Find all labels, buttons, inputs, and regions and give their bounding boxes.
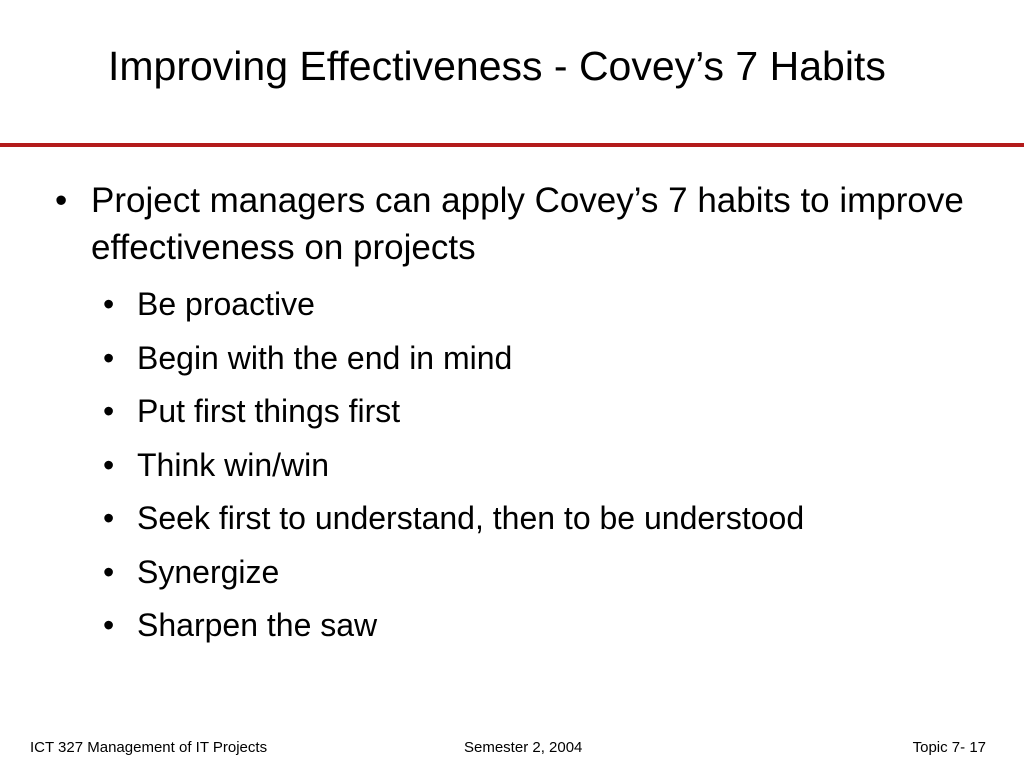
bullet-icon: • [103,339,115,376]
footer-course: ICT 327 Management of IT Projects [30,739,268,756]
footer-page-number: Topic 7- 17 [912,739,986,756]
habit-text: Think win/win [137,446,330,483]
habit-item [103,387,1003,441]
bullet-icon: • [103,393,115,429]
slide-title: Improving Effectiveness - Covey’s 7 Habits [108,43,886,89]
habit-item [103,441,1003,495]
habit-item [103,601,1003,655]
habit-text: Seek first to understand, then to be understood [137,500,805,536]
bullet-icon: • [55,181,68,220]
title-divider [0,143,1024,147]
footer-semester: Semester 2, 2004 [464,739,583,756]
main-bullet-text: Project managers can apply Covey’s 7 habits to improve effectiveness on projects [91,181,964,267]
bullet-icon: • [103,286,115,322]
bullet-icon: • [103,446,115,483]
habit-text: Synergize [137,553,280,590]
habits-list [103,280,1003,655]
habit-item [103,280,1003,334]
habit-item [103,548,1003,602]
habit-item [103,334,1003,388]
bullet-icon: • [103,607,115,643]
bullet-icon: • [103,500,115,536]
habit-text: Put first things first [137,393,401,429]
habit-text: Sharpen the saw [137,607,378,643]
habit-item [103,494,1003,548]
bullet-icon: • [103,553,115,590]
habit-text: Be proactive [137,286,315,322]
habit-text: Begin with the end in mind [137,339,513,376]
